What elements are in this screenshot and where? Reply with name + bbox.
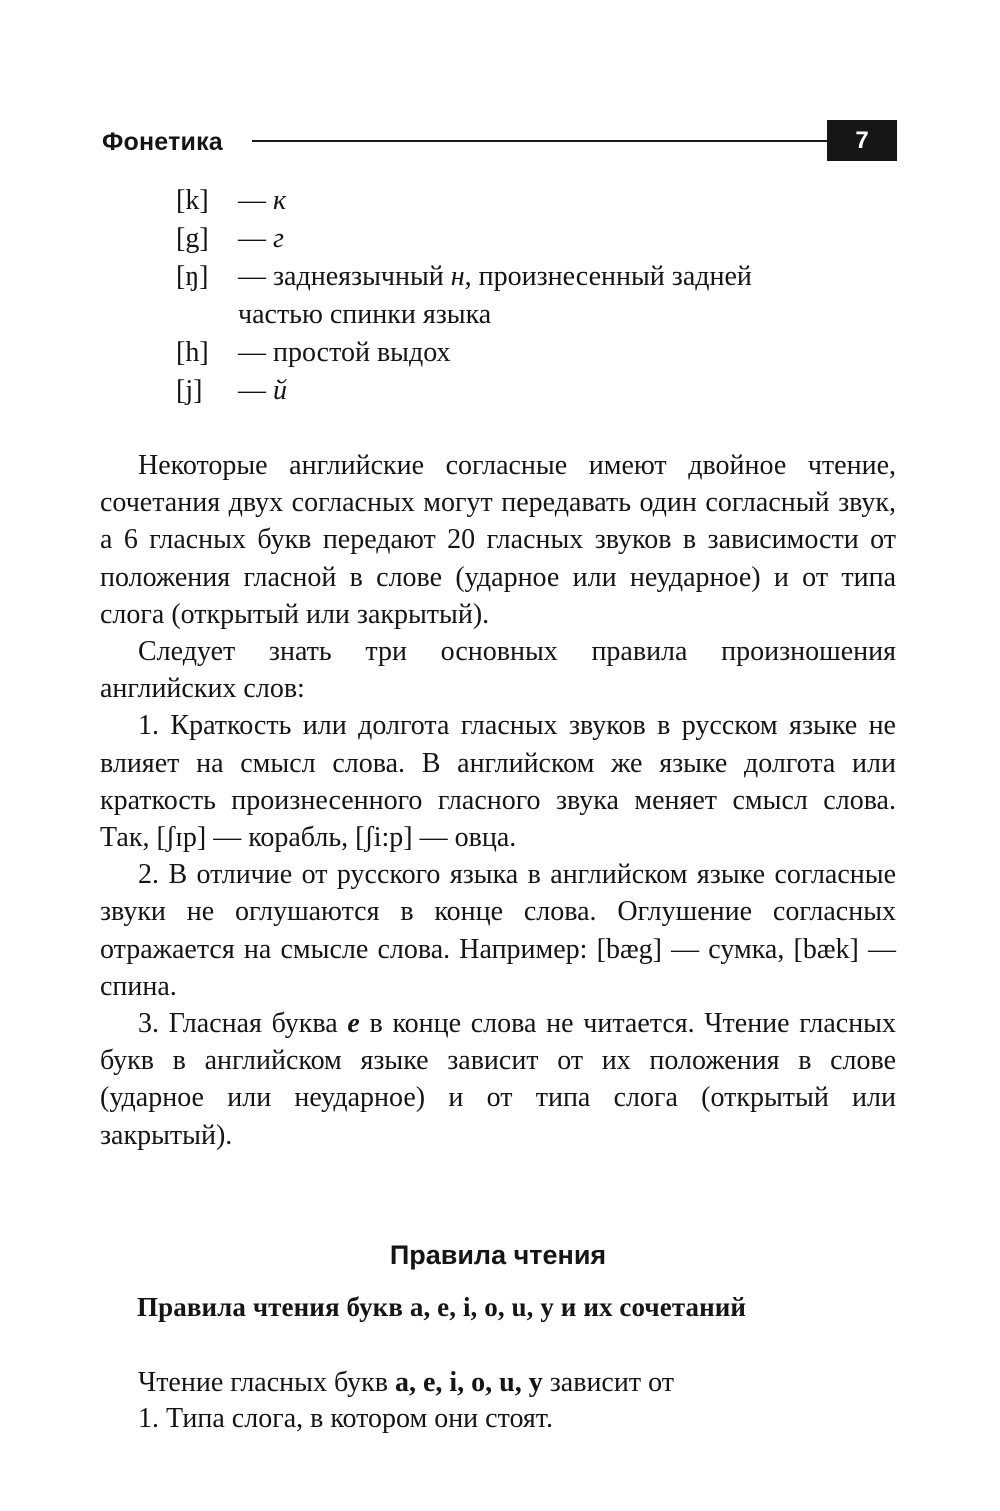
phonetic-row-ng <box>176 258 896 334</box>
running-header <box>100 120 897 162</box>
phonetic-row-j <box>176 372 896 410</box>
phonetic-description: — простой выдох <box>238 337 451 368</box>
phonetic-description: — й <box>238 375 287 406</box>
paragraph-intro: Некоторые английские согласные имеют двойное чтение, сочетания двух согласных могут передавать один согласный звук, а 6 гласных букв передают 20 гласных звуков в зависимости от положения гласной в слове (ударное или неударное) и от типа слога (открытый или закрытый). <box>100 450 896 630</box>
phonetic-row-h <box>176 334 896 372</box>
paragraph-rule-1: 1. Краткость или долгота гласных звуков в русском языке не влияет на смысл слова. В английском же языке долгота или краткость произнесенного гласного звука меняет смысл слова. Так, [ʃɪp] — корабль, [ʃi:p] — овца. <box>100 710 896 854</box>
section-heading: Правила чтения <box>389 1240 607 1270</box>
phonetic-symbol: [j] <box>176 375 203 406</box>
section-title: Фонетика <box>102 128 223 156</box>
page-number: 7 <box>827 120 897 161</box>
closing-line-2: 1. Типа слога, в котором они стоят. <box>138 1403 553 1434</box>
closing-line-1: Чтение гласных букв a, e, i, o, u, y зависит от <box>138 1367 674 1398</box>
paragraph-rules-intro: Следует знать три основных правила произношения английских слов: <box>100 636 896 705</box>
body-text <box>100 447 896 1154</box>
subsection-heading: Правила чтения букв a, e, i, o, u, y и их сочетаний <box>137 1292 747 1322</box>
paragraph-rule-2: 2. В отличие от русского языка в английском языке согласные звуки не оглушаются в конце слова. Оглушение согласных отражается на смысле слова. Например: [bæg] — сумка, [bæk] — спина. <box>100 859 896 1002</box>
phonetic-description: — к <box>238 185 287 216</box>
phonetic-description: — заднеязычный н, произнесенный задней частью спинки языка <box>238 261 752 330</box>
phonetic-symbol: [h] <box>176 337 209 368</box>
paragraph-rule-3: 3. Гласная буква e в конце слова не читается. Чтение гласных букв в английском языке зависит от их положения в слове (ударное или неударное) и от типа слога (открытый или закрытый). <box>100 1008 896 1151</box>
phonetic-description: — г <box>238 223 284 254</box>
phonetic-symbol: [ŋ] <box>176 261 209 292</box>
phonetic-symbol: [g] <box>176 223 209 254</box>
header-rule <box>252 140 827 142</box>
phonetic-symbol: [k] <box>176 185 209 216</box>
phonetic-row-g <box>176 220 896 258</box>
phonetic-list <box>176 182 896 410</box>
phonetic-row-k <box>176 182 896 220</box>
closing-text <box>138 1365 898 1437</box>
